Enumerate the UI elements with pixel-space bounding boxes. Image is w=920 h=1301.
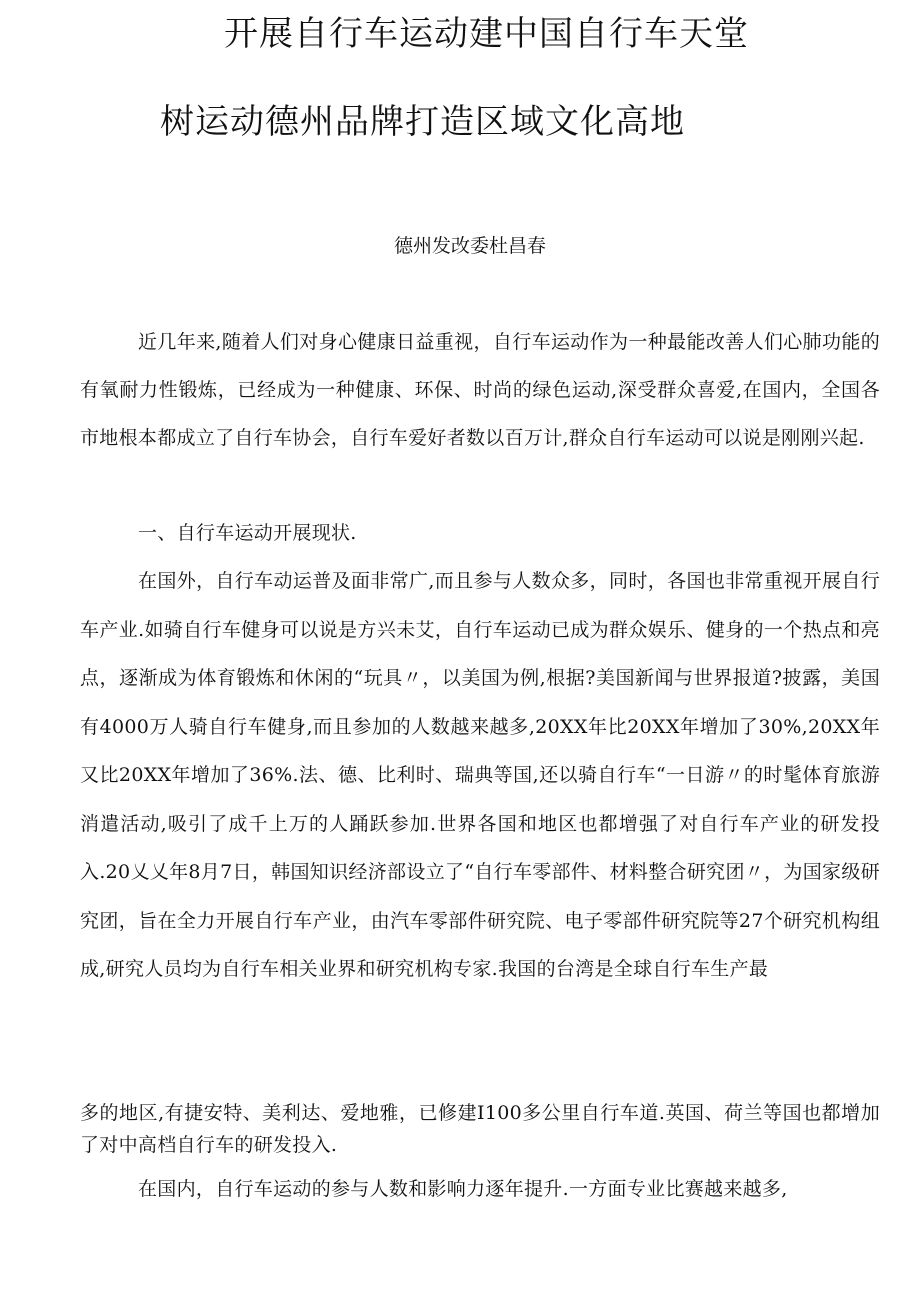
document-title-line-2: 树运动德州品牌打造区域文化高地: [160, 102, 685, 142]
paragraph-abroad: 在国外，自行车动运普及面非常广,而且参与人数众多，同时，各国也非常重视开展自行车产业.如骑自行车健身可以说是方兴未艾，自行车运动已成为群众娱乐、健身的一个热点和亮点，逐渐成为体育锻炼和休闲的“玩具〃，以美国为例,根据?美国新闻与世界报道?披露，美国有4000万人骑自行车健身,而且参加的人数越来越多,20XX年比20XX年增加了30%,20XX年又比20XX年增加了36%.法、德、比利时、瑞典等国,还以骑自行车“一日游〃的时髦体育旅游消遣活动,吸引了成千上万的人踊跃参加.世界各国和地区也都增强了对自行车产业的研发投入.20乂乂年8月7日，韩国知识经济部设立了“自行车零部件、材料整合研究团〃，为国家级研究团，旨在全力开展自行车产业，由汽车零部件研究院、电子零部件研究院等27个研究机构组成,研究人员均为自行车相关业界和研究机构专家.我国的台湾是全球自行车生产最: [80, 570, 880, 980]
paragraph-abroad-continued: 多的地区,有捷安特、美利达、爱地雅，已修建I100多公里自行车道.英国、荷兰等国也都增加了对中高档自行车的研发投入.: [80, 1102, 880, 1156]
document-title-line-1: 开展自行车运动建中国自行车天堂: [224, 14, 749, 54]
author-byline: 德州发改委杜昌春: [394, 235, 547, 257]
paragraph-intro: 近几年来,随着人们对身心健康日益重视，自行车运动作为一种最能改善人们心肺功能的有氧耐力性锻炼，已经成为一种健康、环保、时尚的绿色运动,深受群众喜爱,在国内，全国各市地根本都成立了自行车协会，自行车爱好者数以百万计,群众自行车运动可以说是刚刚兴起.: [80, 331, 880, 449]
section-heading-current-status: 一、自行车运动开展现状.: [138, 522, 357, 544]
paragraph-domestic: 在国内，自行车运动的参与人数和影响力逐年提升.一方面专业比赛越来越多,: [138, 1178, 788, 1200]
